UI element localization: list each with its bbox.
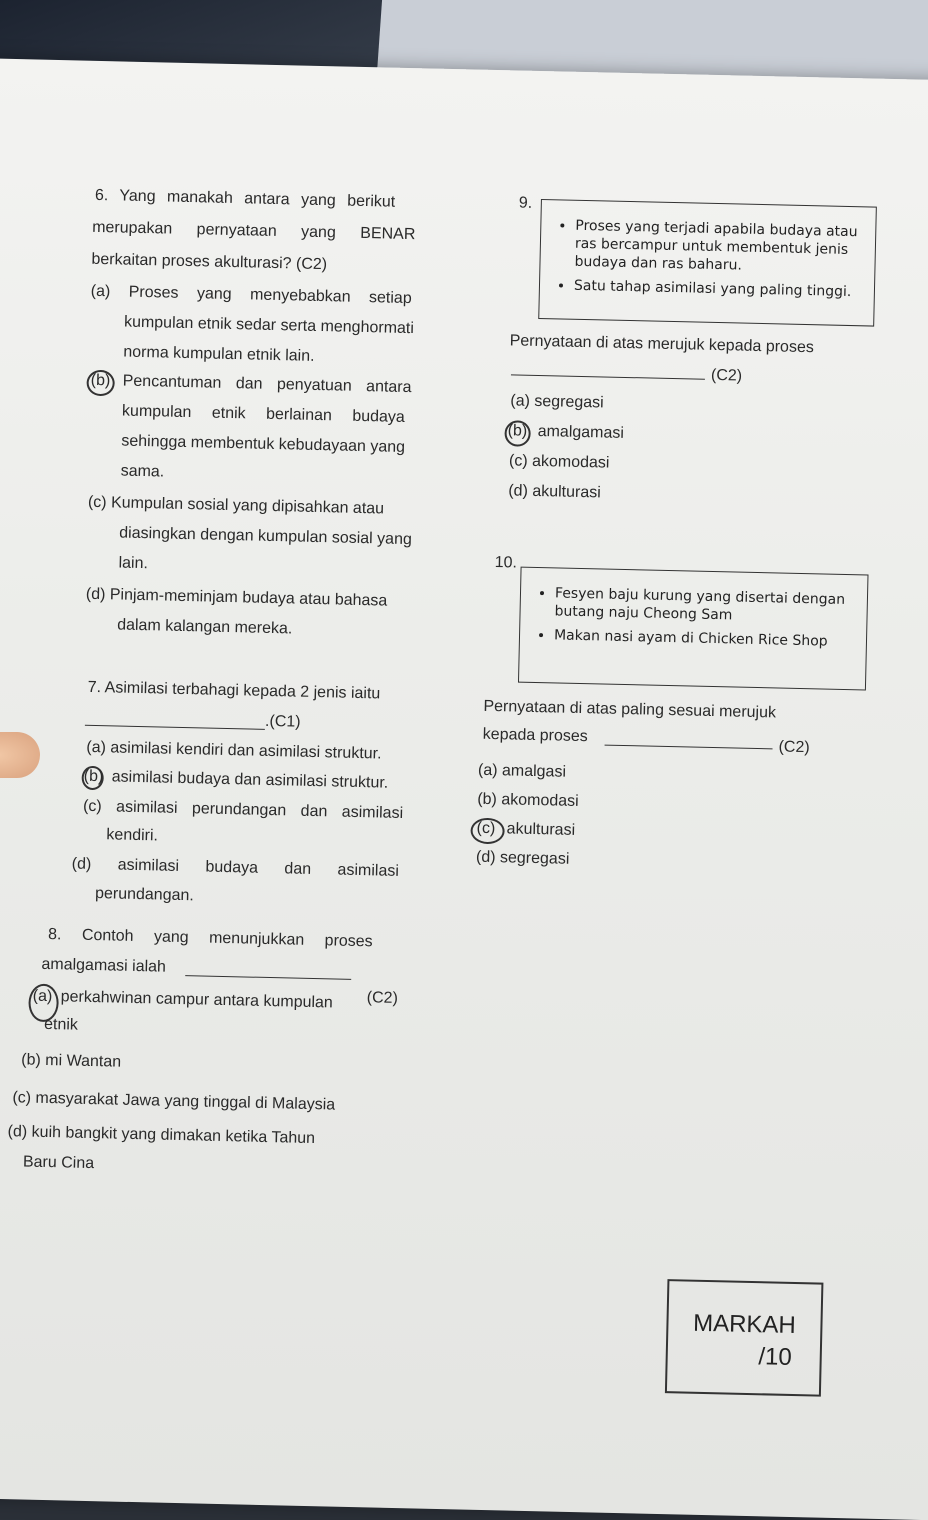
- score-label: MARKAH: [692, 1309, 797, 1340]
- q6-option-a-line3: norma kumpulan etnik lain.: [123, 343, 315, 365]
- q10-bullet-1: • Fesyen baju kurung yang disertai dengan butang naju Cheong Sam: [554, 584, 867, 627]
- score-total: /10: [758, 1343, 793, 1371]
- q10-option-d: (d) segregasi: [475, 848, 570, 868]
- q9-cognitive-code: (C2): [710, 366, 743, 385]
- q9-option-d: (d) akulturasi: [508, 482, 601, 502]
- q10-option-c: akulturasi: [506, 820, 576, 839]
- q7-option-d-line1: (d) asimilasi budaya dan asimilasi: [71, 855, 400, 880]
- q9-statement-box: [538, 199, 877, 327]
- q7-line2: .(C1): [264, 712, 301, 731]
- q6-option-b-line3: sehingga membentuk kebudayaan yang: [121, 432, 406, 456]
- q8-option-c: (c) masyarakat Jawa yang tinggal di Malaysia: [12, 1089, 336, 1114]
- q10-option-a: (a) amalgasi: [477, 761, 567, 781]
- q9-bullet-2: • Satu tahap asimilasi yang paling tinggi.: [574, 277, 874, 302]
- q9-option-c: (c) akomodasi: [508, 452, 610, 472]
- q6-option-b-label: (b): [90, 371, 111, 390]
- q6-option-b-line1: Pencantuman dan penyatuan antara: [122, 372, 412, 397]
- q10-cognitive-code: (C2): [778, 738, 810, 757]
- q7-option-c-line1: (c) asimilasi perundangan dan asimilasi: [82, 797, 404, 823]
- q10-number: 10.: [494, 554, 518, 572]
- q9-answer-blank: [511, 374, 705, 379]
- q6-option-a-line1: (a) Proses yang menyebabkan setiap: [90, 282, 412, 308]
- q7-option-b: asimilasi budaya dan asimilasi struktur.: [111, 768, 389, 792]
- q8-line1: 8. Contoh yang menunjukkan proses: [47, 926, 373, 951]
- q8-option-b: (b) mi Wantan: [21, 1051, 122, 1071]
- q8-answer-blank: [185, 975, 351, 980]
- q8-option-d-line1: (d) kuih bangkit yang dimakan ketika Tahun: [7, 1123, 316, 1148]
- q9-option-b-label: (b): [507, 422, 528, 440]
- q10-answer-blank: [605, 745, 773, 750]
- q6-option-c-line2: diasingkan dengan kumpulan sosial yang: [119, 524, 413, 549]
- q7-option-b-label: (b): [83, 767, 104, 786]
- q6-line1: 6. Yang manakah antara yang berikut: [94, 186, 396, 211]
- q6-option-b-line4: sama.: [120, 462, 165, 481]
- q7-line1: 7. Asimilasi terbahagi kepada 2 jenis iaitu: [87, 678, 381, 703]
- score-box: [665, 1279, 824, 1397]
- q10-option-b: (b) akomodasi: [477, 790, 579, 810]
- q9-bullet-1: • Proses yang terjadi apabila budaya atau ras bercampur untuk membentuk jenis budaya dan ras baharu.: [574, 217, 875, 278]
- q8-option-d-line2: Baru Cina: [22, 1153, 95, 1173]
- q10-option-c-label: (c): [476, 819, 496, 838]
- q6-option-d-line1: (d) Pinjam-meminjam budaya atau bahasa: [85, 585, 388, 610]
- q9-number: 9.: [518, 194, 533, 212]
- q9-option-a: (a) segregasi: [510, 392, 604, 412]
- q6-line2: merupakan pernyataan yang BENAR: [91, 218, 416, 244]
- q6-line3: berkaitan proses akulturasi? (C2): [91, 250, 328, 274]
- q9-option-b: amalgamasi: [537, 422, 625, 442]
- q9-stem: Pernyataan di atas merujuk kepada proses: [509, 332, 815, 357]
- worksheet-page: [0, 58, 928, 1520]
- q6-option-d-line2: dalam kalangan mereka.: [116, 616, 293, 638]
- q8-cognitive-code: (C2): [366, 989, 399, 1007]
- q7-option-d-line2: perundangan.: [94, 885, 195, 905]
- q8-option-a-line2: etnik: [43, 1015, 79, 1034]
- q10-bullet-2: • Makan nasi ayam di Chicken Rice Shop: [554, 626, 866, 651]
- q8-line2: amalgamasi ialah: [41, 955, 167, 976]
- q7-option-c-line2: kendiri.: [106, 826, 159, 845]
- q6-option-a-line2: kumpulan etnik sedar serta menghormati: [123, 313, 415, 338]
- q6-option-c-line3: lain.: [118, 554, 149, 573]
- q10-statement-box: [518, 567, 869, 691]
- q8-option-a-label: (a): [32, 987, 53, 1006]
- q10-stem-line1: Pernyataan di atas paling sesuai merujuk: [483, 697, 777, 722]
- q8-option-a-line1: perkahwinan campur antara kumpulan: [60, 988, 334, 1012]
- q7-option-a: (a) asimilasi kendiri dan asimilasi struktur.: [86, 738, 382, 763]
- q6-option-b-line2: kumpulan etnik berlainan budaya: [121, 402, 405, 426]
- q6-option-c-line1: (c) Kumpulan sosial yang dipisahkan atau: [87, 493, 385, 518]
- q7-answer-blank: [85, 725, 265, 730]
- q10-stem-line2: kepada proses: [482, 725, 588, 746]
